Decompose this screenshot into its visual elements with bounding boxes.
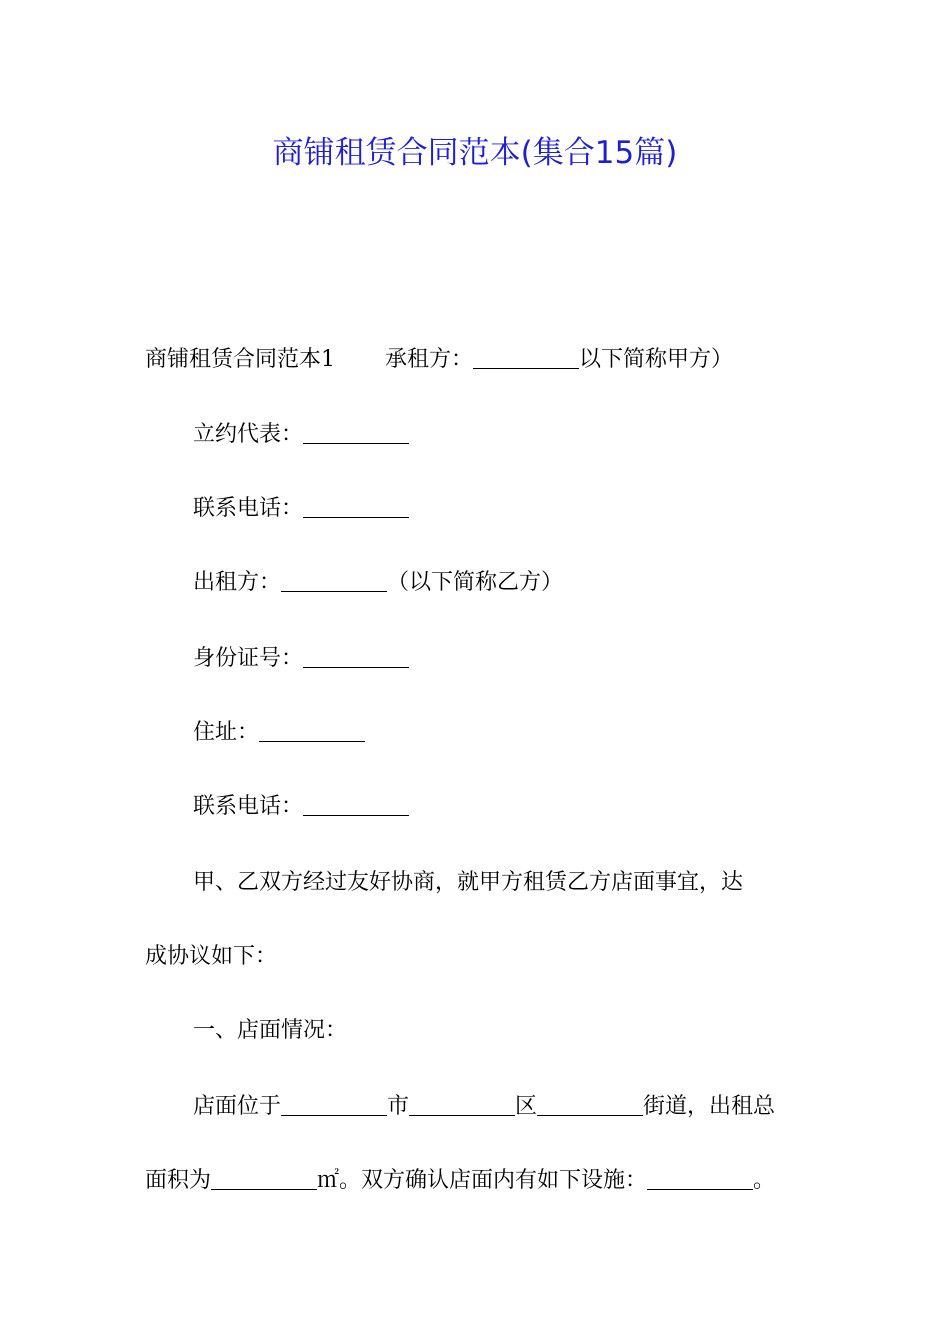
city-label: 市 (387, 1094, 410, 1119)
lessee-suffix: 以下简称甲方） (579, 347, 734, 372)
phone-line-2 (193, 792, 409, 822)
location-line (193, 1092, 775, 1122)
id-blank (303, 645, 409, 668)
location-prefix: 店面位于 (193, 1094, 282, 1119)
phone-label-1: 联系电话： (193, 496, 304, 521)
lessee-blank (473, 346, 579, 369)
id-label: 身份证号： (193, 646, 304, 671)
area-prefix: 面积为 (145, 1168, 212, 1193)
area-blank (211, 1167, 317, 1190)
address-label: 住址： (193, 720, 260, 745)
document-title: 商铺租赁合同范本(集合15篇) (272, 135, 678, 171)
phone-label-2: 联系电话： (193, 794, 304, 819)
district-blank (409, 1093, 515, 1116)
city-blank (281, 1093, 387, 1116)
rep-line (193, 420, 409, 450)
paragraph-1-line-2: 成协议如下： (145, 944, 278, 969)
street-label: 街道，出租总 (643, 1094, 776, 1119)
address-blank (259, 719, 365, 742)
section-heading: 商铺租赁合同范本1 (145, 347, 335, 372)
paragraph-1-line-1: 甲、乙双方经过友好协商，就甲方租赁乙方店面事宜，达 (193, 870, 744, 895)
lessor-line (193, 568, 563, 598)
address-line (193, 718, 365, 748)
district-label: 区 (515, 1094, 538, 1119)
section-1-heading: 一、店面情况： (193, 1018, 348, 1043)
heading-line (145, 345, 733, 375)
lessee-label: 承租方： (385, 347, 474, 372)
street-blank (537, 1093, 643, 1116)
rep-blank (303, 421, 409, 444)
lessor-suffix: （以下简称乙方） (387, 570, 564, 595)
facilities-blank (647, 1167, 753, 1190)
area-line (145, 1166, 775, 1196)
rep-label: 立约代表： (193, 422, 304, 447)
id-line (193, 644, 409, 674)
area-unit: ㎡。双方确认店面内有如下设施： (317, 1168, 648, 1193)
area-end: 。 (753, 1168, 776, 1193)
lessor-blank (281, 569, 387, 592)
phone-line-1 (193, 494, 409, 524)
phone-blank-1 (303, 495, 409, 518)
phone-blank-2 (303, 793, 409, 816)
lessor-label: 出租方： (193, 570, 282, 595)
